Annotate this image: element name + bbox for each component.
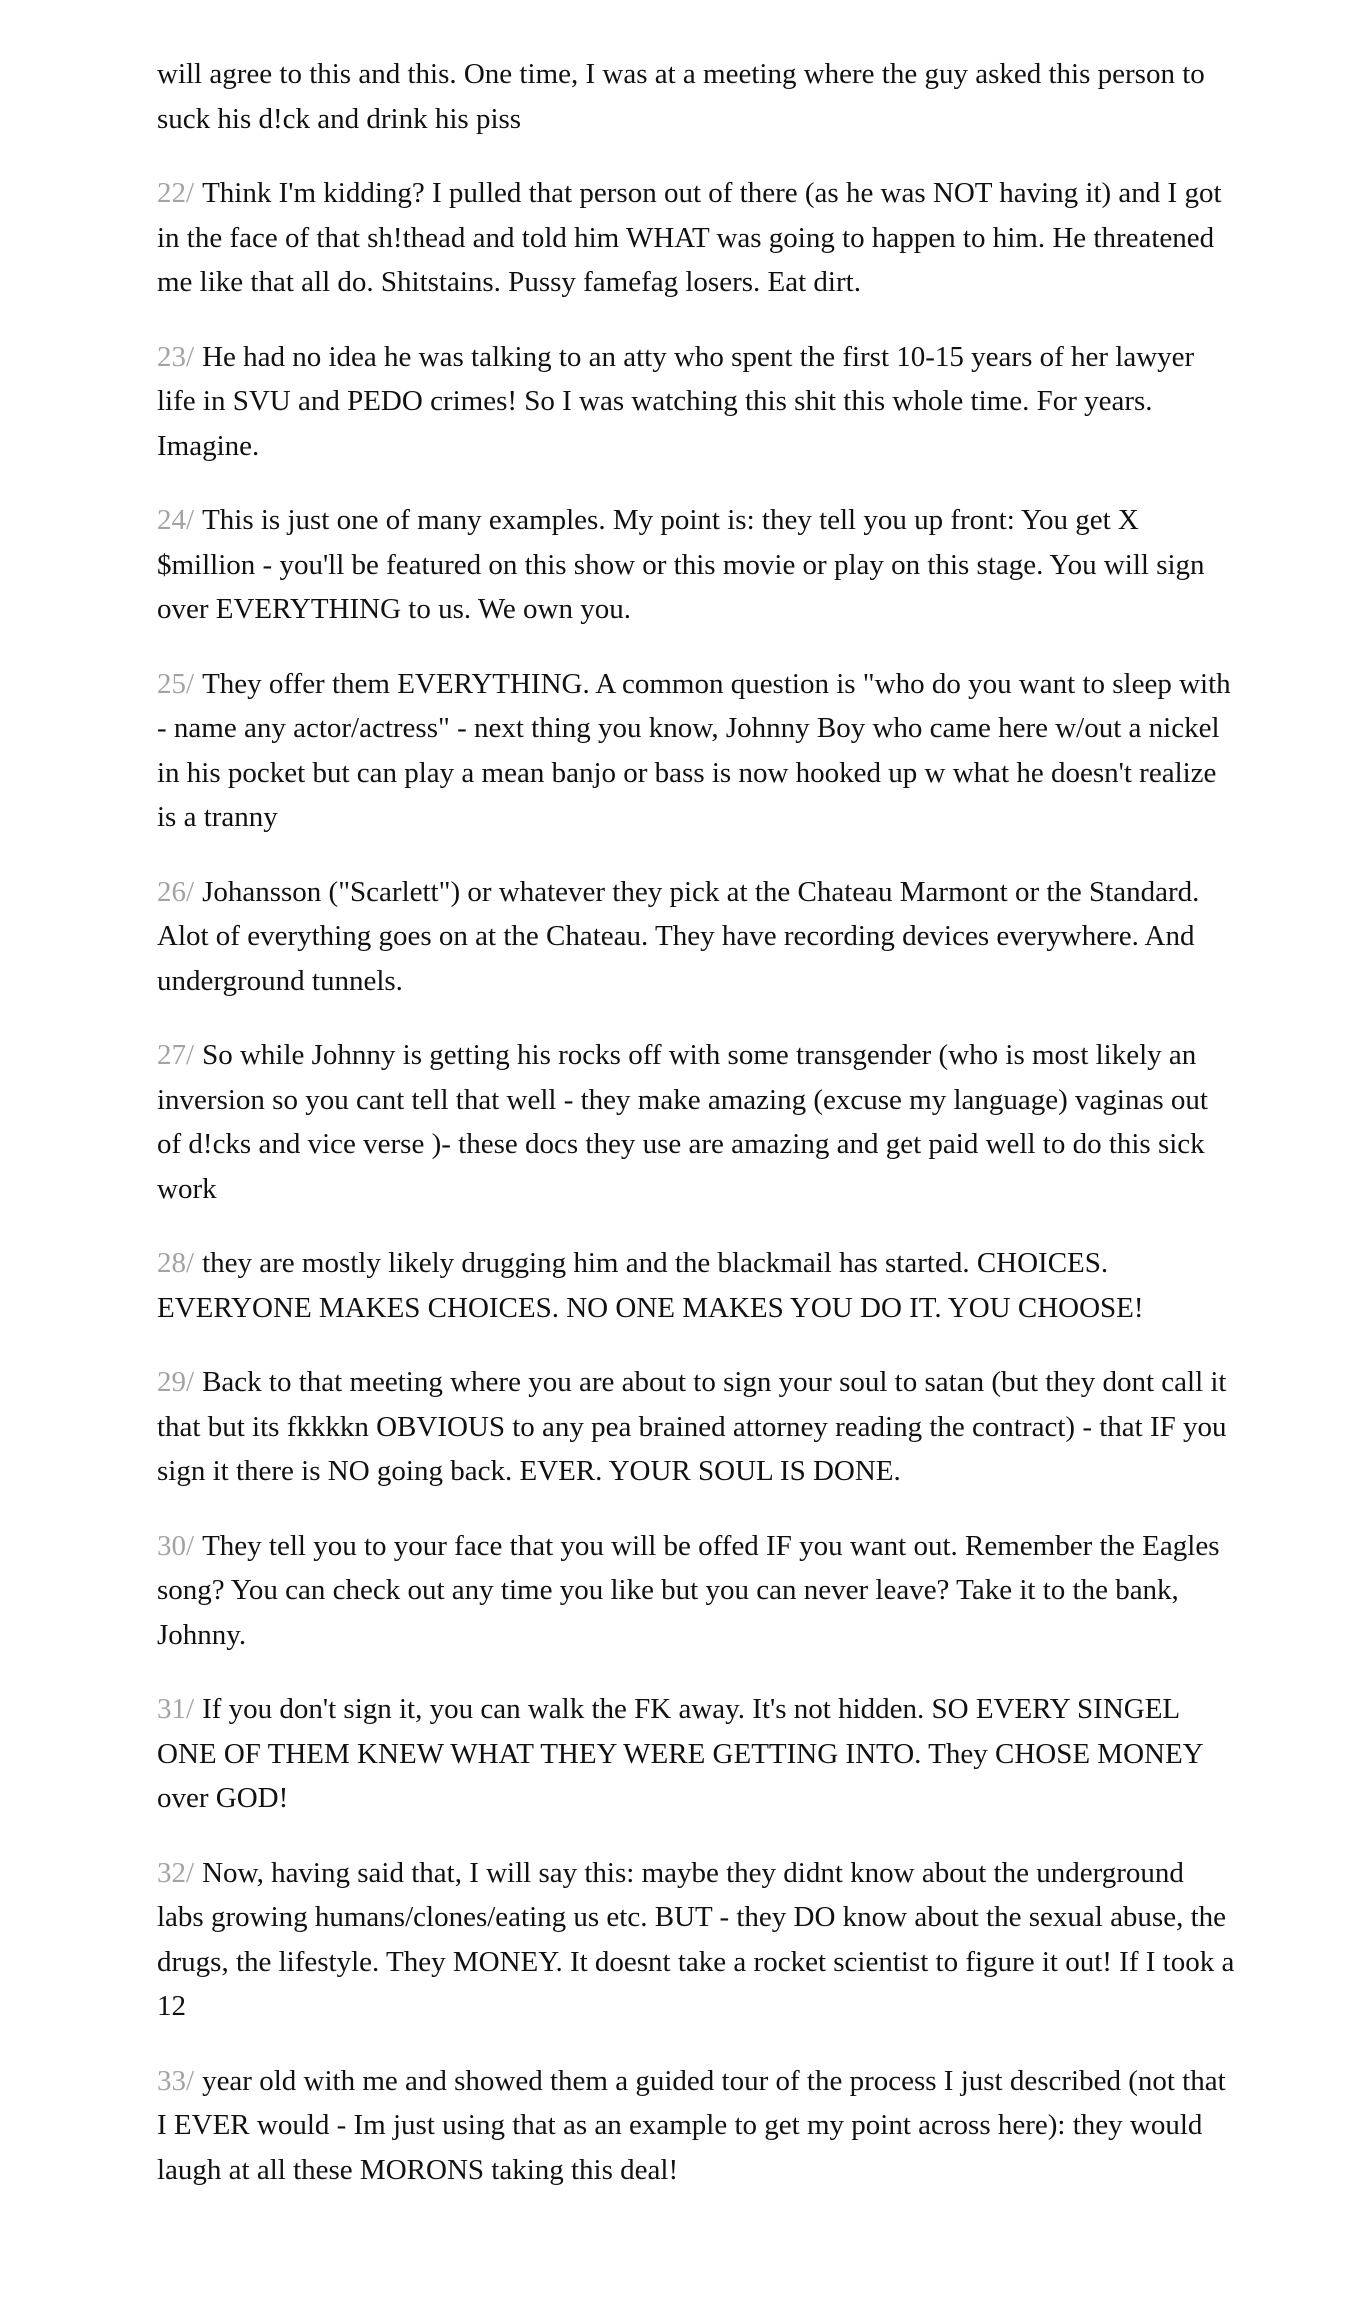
- tweet-paragraph: [157, 1241, 1237, 1330]
- tweet-number: 22/: [157, 177, 195, 209]
- tweet-number: 31/: [157, 1693, 195, 1725]
- tweet-text: This is just one of many examples. My point is: they tell you up front: You get X $million - you'll be featured on this show or this movie or play on this stage. You will sign over EVERYTHING to us. We own you.: [157, 504, 1205, 625]
- tweet-paragraph: [157, 1360, 1237, 1494]
- tweet-paragraph: [157, 1033, 1237, 1211]
- tweet-text: He had no idea he was talking to an atty who spent the first 10-15 years of her lawyer life in SVU and PEDO crimes! So I was watching this shit this whole time. For years. Imagine.: [157, 340, 1195, 462]
- tweet-text: Now, having said that, I will say this: maybe they didnt know about the underground labs growing humans/clones/eating us etc. BUT - they DO know about the sexual abuse, the drugs, the lifestyle. They MONEY. It doesnt take a rocket scientist to figure it out! If I took a 12: [157, 1856, 1235, 2022]
- tweet-number: 30/: [157, 1529, 195, 1562]
- tweet-paragraph: [157, 1687, 1237, 1821]
- tweet-text: Back to that meeting where you are about to sign your soul to satan (but they dont call it that but its fkkkkn OBVIOUS to any pea brained attorney reading the contract) - that IF you sign it there is NO going back. EVER. YOUR SOUL IS DONE.: [157, 1366, 1227, 1487]
- tweet-number: 27/: [157, 1039, 195, 1071]
- thread-text: [157, 52, 1237, 2222]
- tweet-text: So while Johnny is getting his rocks off with some transgender (who is most likely an inversion so you cant tell that well - they make amazing (excuse my language) vaginas out of d!cks and vice verse )- these docs they use are amazing and get paid well to do this sick work: [157, 1039, 1208, 1205]
- tweet-paragraph: [157, 870, 1237, 1004]
- tweet-number: 24/: [157, 504, 195, 536]
- tweet-paragraph: [157, 662, 1237, 840]
- tweet-number: 32/: [157, 1856, 195, 1889]
- tweet-text: Think I'm kidding? I pulled that person out of there (as he was NOT having it) and I got in the face of that sh!thead and told him WHAT was going to happen to him. He threatened me like that all do. Shitstains. Pussy famefag losers. Eat dirt.: [157, 177, 1222, 298]
- tweet-number: 33/: [157, 2064, 195, 2097]
- tweet-text: will agree to this and this. One time, I was at a meeting where the guy asked this person to suck his d!ck and drink his piss: [157, 58, 1205, 135]
- tweet-text: If you don't sign it, you can walk the FK away. It's not hidden. SO EVERY SINGEL ONE OF THEM KNEW WHAT THEY WERE GETTING INTO. They CHOSE MONEY over GOD!: [157, 1693, 1203, 1814]
- tweet-paragraph: [157, 1524, 1237, 1658]
- tweet-text: Johansson ("Scarlett") or whatever they pick at the Chateau Marmont or the Standard. Alot of everything goes on at the Chateau. They have recording devices everywhere. And underground tunnels.: [157, 875, 1200, 997]
- tweet-paragraph: [157, 335, 1237, 469]
- tweet-paragraph: [157, 1851, 1237, 2029]
- tweet-text: year old with me and showed them a guided tour of the process I just described (not that I EVER would - Im just using that as an example to get my point across here): they would laugh at all these MORONS taking this deal!: [157, 2064, 1226, 2186]
- tweet-text: they are mostly likely drugging him and the blackmail has started. CHOICES. EVERYONE MAKES CHOICES. NO ONE MAKES YOU DO IT. YOU CHOOSE!: [157, 1247, 1144, 1324]
- tweet-text: They offer them EVERYTHING. A common question is "who do you want to sleep with - name any actor/actress" - next thing you know, Johnny Boy who came here w/out a nickel in his pocket but can play a mean banjo or bass is now hooked up w what he doesn't realize is a tranny: [157, 667, 1231, 833]
- tweet-number: 23/: [157, 340, 195, 373]
- tweet-paragraph: [157, 171, 1237, 305]
- tweet-paragraph: [157, 498, 1237, 632]
- tweet-paragraph: [157, 2059, 1237, 2193]
- tweet-number: 25/: [157, 667, 195, 700]
- tweet-paragraph: [157, 52, 1237, 141]
- tweet-number: 28/: [157, 1247, 195, 1279]
- tweet-number: 29/: [157, 1366, 195, 1398]
- tweet-text: They tell you to your face that you will be offed IF you want out. Remember the Eagles song? You can check out any time you like but you can never leave? Take it to the bank, Johnny.: [157, 1529, 1220, 1651]
- tweet-number: 26/: [157, 875, 195, 908]
